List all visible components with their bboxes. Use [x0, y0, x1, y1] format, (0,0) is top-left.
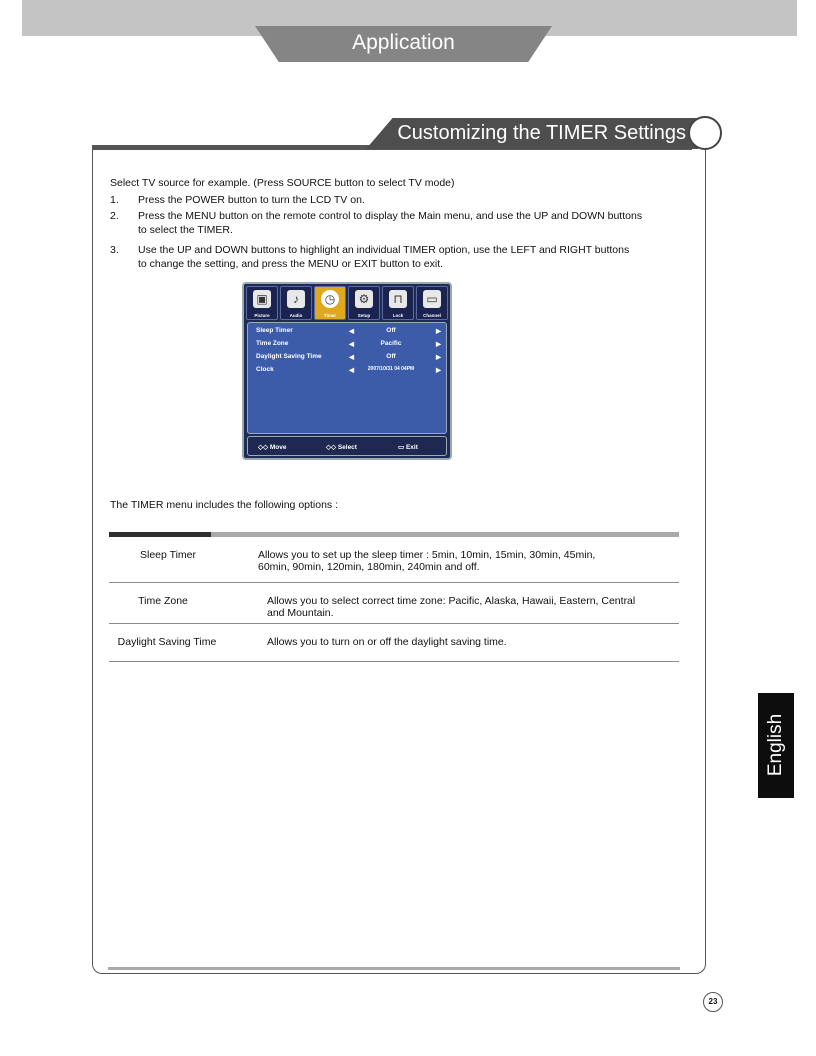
step-text: Press the MENU button on the remote control to display the Main menu, and use the UP and DOWN buttons to select the TIMER. — [138, 210, 643, 236]
tv-menu-tabs — [246, 286, 448, 320]
tv-menu-body — [247, 322, 447, 434]
gear-icon: ⚙ — [355, 290, 373, 308]
option-description-line: and Mountain. — [267, 607, 334, 619]
step-number: 2. — [110, 210, 119, 222]
menu-row-daylight-saving[interactable] — [256, 353, 444, 364]
option-description-line: 60min, 90min, 120min, 180min, 240min and off. — [258, 561, 480, 573]
table-header-bar — [211, 532, 679, 537]
menu-row-label: Clock — [256, 366, 274, 373]
right-arrow-icon: ▶ — [436, 341, 441, 348]
tab-channel[interactable] — [416, 286, 448, 320]
right-arrow-icon: ▶ — [436, 328, 441, 335]
step-number: 3. — [110, 244, 119, 256]
menu-row-value: Pacific — [380, 340, 402, 347]
move-hint — [258, 443, 286, 451]
section-title: Customizing the TIMER Settings — [397, 122, 686, 144]
options-intro-text: The TIMER menu includes the following options : — [110, 499, 339, 511]
step-text: Press the POWER button to turn the LCD TV on. — [138, 194, 365, 206]
right-arrow-icon: ▶ — [436, 367, 441, 374]
audio-icon: ♪ — [287, 290, 305, 308]
move-arrows-icon: ◇◇ — [258, 444, 268, 451]
step-2 — [110, 209, 650, 237]
option-name: Sleep Timer — [139, 549, 197, 561]
menu-row-clock[interactable] — [256, 366, 444, 377]
page-number: 23 — [703, 992, 723, 1012]
select-label: Select — [337, 444, 357, 451]
option-description-line: Allows you to turn on or off the daylight saving time. — [267, 636, 507, 648]
right-arrow-icon: ▶ — [436, 354, 441, 361]
header-title: Application — [352, 31, 455, 54]
left-arrow-icon: ◀ — [349, 328, 354, 335]
tv-menu-footer — [247, 436, 447, 456]
option-name: Time Zone — [138, 595, 188, 607]
option-description — [267, 595, 687, 619]
lock-icon: ⊓ — [389, 290, 407, 308]
clock-icon: ◷ — [321, 290, 339, 308]
table-header-bar — [109, 532, 211, 537]
menu-row-value: Off — [386, 353, 396, 360]
step-3 — [110, 243, 640, 271]
option-description-line: Allows you to set up the sleep timer : 5min, 10min, 15min, 30min, 45min, — [258, 549, 596, 561]
menu-row-value: 2007/10/31 04 04PM — [367, 366, 415, 372]
menu-row-time-zone[interactable] — [256, 340, 444, 351]
left-arrow-icon: ◀ — [349, 354, 354, 361]
exit-label: Exit — [405, 444, 418, 451]
table-divider — [109, 661, 679, 662]
option-name: Daylight Saving Time — [117, 636, 217, 648]
menu-row-label: Time Zone — [256, 340, 289, 347]
option-description — [267, 636, 687, 648]
exit-hint — [398, 443, 418, 451]
intro-text: Select TV source for example. (Press SOURCE button to select TV mode) — [110, 177, 455, 189]
channel-icon: ▭ — [423, 290, 441, 308]
tab-label: Setup — [357, 313, 371, 318]
tab-label: Channel — [423, 313, 441, 318]
option-description — [258, 549, 678, 573]
tab-picture[interactable] — [246, 286, 278, 320]
step-text: Use the UP and DOWN buttons to highlight an individual TIMER option, use the LEFT and RIGHT buttons to change the setting, and press the MENU or EXIT button to exit. — [138, 244, 630, 270]
table-divider — [109, 623, 679, 624]
tab-lock[interactable] — [382, 286, 414, 320]
left-arrow-icon: ◀ — [349, 367, 354, 374]
menu-key-icon: ▭ — [398, 444, 405, 451]
section-circle-icon — [688, 116, 722, 150]
option-description-line: Allows you to select correct time zone: Pacific, Alaska, Hawaii, Eastern, Central — [267, 595, 636, 607]
menu-row-label: Sleep Timer — [256, 327, 293, 334]
tab-label: Audio — [289, 313, 303, 318]
bottom-rule — [108, 967, 680, 970]
move-label: Move — [269, 444, 287, 451]
menu-row-label: Daylight Saving Time — [256, 353, 322, 360]
picture-icon: ▣ — [253, 290, 271, 308]
menu-row-value: Off — [386, 327, 396, 334]
tab-audio[interactable] — [280, 286, 312, 320]
step-number: 1. — [110, 194, 119, 206]
tab-label: Lock — [392, 313, 404, 318]
tab-label: Picture — [254, 313, 270, 318]
table-divider — [109, 582, 679, 583]
select-arrows-icon: ◇◇ — [326, 444, 336, 451]
left-arrow-icon: ◀ — [349, 341, 354, 348]
tab-timer[interactable] — [314, 286, 346, 320]
language-tab-label: English — [765, 713, 786, 777]
menu-row-sleep-timer[interactable] — [256, 327, 444, 338]
tab-label: Timer — [323, 313, 337, 318]
step-1 — [110, 193, 670, 207]
tab-setup[interactable] — [348, 286, 380, 320]
select-hint — [326, 443, 357, 451]
